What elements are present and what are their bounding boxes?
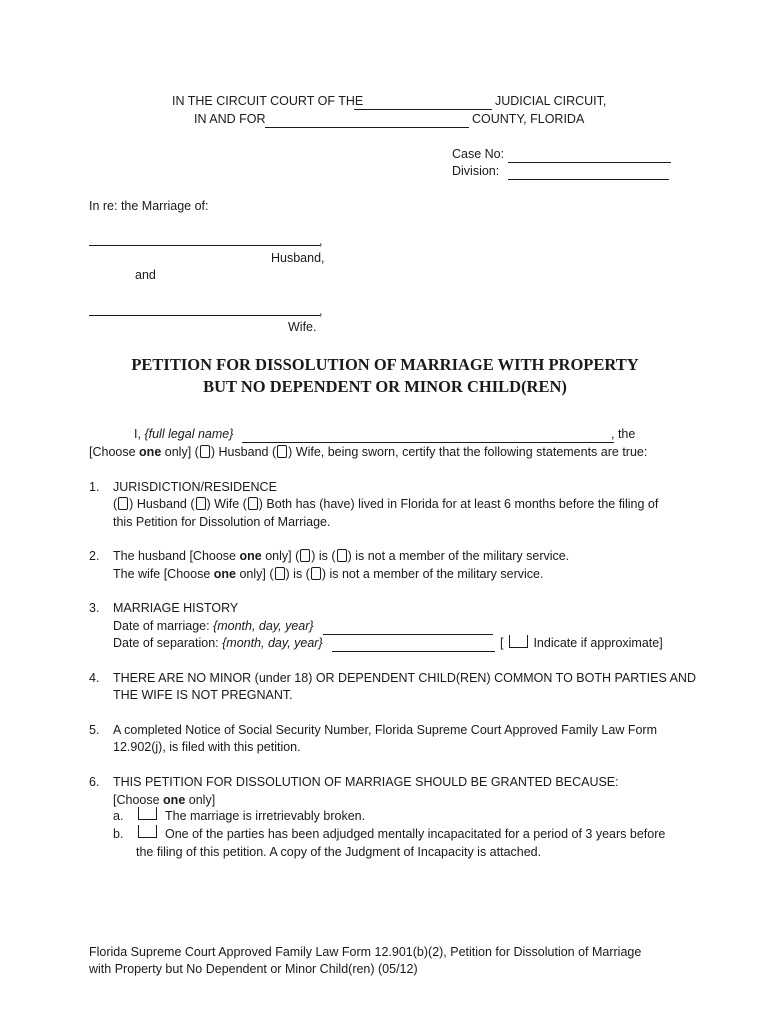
intro-i-prefix: I, — [134, 427, 141, 441]
approximate-open-bracket: [ — [500, 636, 504, 650]
item-1-number: 1. — [89, 480, 100, 494]
petition-title-line2: BUT NO DEPENDENT OR MINOR CHILD(REN) — [203, 377, 567, 396]
wife-military-not-label: is not a member of the military service. — [329, 567, 544, 581]
item-4-number: 4. — [89, 671, 100, 685]
item-6a-checkbox-wrap — [136, 807, 159, 824]
husband-military-is-checkbox[interactable] — [300, 549, 310, 562]
irretrievably-broken-checkbox[interactable] — [138, 807, 157, 820]
date-of-separation-label — [113, 635, 323, 652]
item-5-number: 5. — [89, 723, 100, 737]
item-2-number: 2. — [89, 549, 100, 563]
date-of-marriage-label — [113, 618, 314, 635]
item-4-line1: THERE ARE NO MINOR (under 18) OR DEPENDENT CHILD(REN) COMMON TO BOTH PARTIES AND — [113, 671, 696, 685]
approximate-label: Indicate if approximate] — [533, 636, 663, 650]
husband-military-one: one — [239, 549, 262, 563]
petitioner-husband-checkbox[interactable] — [200, 445, 210, 458]
item-1-continuation: this Petition for Dissolution of Marriage. — [113, 515, 331, 529]
residence-both-checkbox[interactable] — [248, 497, 258, 510]
residence-both-text: Both has (have) lived in Florida for at least 6 months before the filing of — [266, 497, 659, 511]
item-6b-checkbox-wrap — [136, 825, 159, 842]
intro-line2: [Choose one only] ( ) Husband ( ) Wife, being sworn, certify that the following statements are true: — [89, 445, 648, 459]
and-label: and — [135, 268, 156, 282]
item-5-line2: 12.902(j), is filed with this petition. — [113, 740, 301, 754]
husband-military-prefix: The husband [Choose — [113, 549, 237, 563]
full-legal-name-hint: {full legal name} — [144, 427, 234, 441]
full-legal-name-field[interactable] — [242, 427, 614, 443]
item-3-number: 3. — [89, 601, 100, 615]
husband-military-not-label: is not a member of the military service. — [355, 549, 570, 563]
item-6b-label: b. — [113, 827, 124, 841]
husband-comma: , — [319, 234, 323, 248]
header-county-label: COUNTY, FLORIDA — [472, 112, 585, 126]
header-judicial-circuit-label: JUDICIAL CIRCUIT, — [495, 94, 607, 108]
division-field[interactable] — [508, 164, 669, 180]
item-6a-text: The marriage is irretrievably broken. — [165, 809, 366, 823]
item-2-wife-military-line: The wife [Choose one only] ( ) is ( ) is not a member of the military service. — [113, 567, 544, 581]
item-6-choose-line — [113, 792, 215, 809]
date-of-marriage-text: Date of marriage: — [113, 619, 210, 633]
mental-incapacity-checkbox[interactable] — [138, 825, 157, 838]
item-1-residence-line: ( ) Husband ( ) Wife ( ) Both has (have) lived in Florida for at least 6 months before the filing of — [113, 497, 659, 511]
judicial-circuit-field[interactable] — [354, 94, 492, 110]
wife-military-is-label: is — [293, 567, 303, 581]
petitioner-wife-certify-text: Wife, being sworn, certify that the following statements are true: — [295, 445, 648, 459]
case-no-field[interactable] — [508, 147, 671, 163]
husband-label: Husband, — [271, 251, 325, 265]
date-of-marriage-hint: {month, day, year} — [213, 619, 314, 633]
husband-military-not-checkbox[interactable] — [337, 549, 347, 562]
wife-name-field[interactable] — [89, 300, 320, 316]
footer-line1: Florida Supreme Court Approved Family Law Form 12.901(b)(2), Petition for Dissolution of Marriage — [89, 945, 642, 959]
wife-military-one: one — [213, 567, 236, 581]
wife-label: Wife. — [288, 320, 317, 334]
residence-wife-label: Wife — [214, 497, 240, 511]
item-2-husband-military-line: The husband [Choose one only] ( ) is ( ) is not a member of the military service. — [113, 549, 570, 563]
item-6-line1: THIS PETITION FOR DISSOLUTION OF MARRIAGE SHOULD BE GRANTED BECAUSE: — [113, 775, 619, 789]
husband-military-is-label: is — [318, 549, 328, 563]
wife-military-not-checkbox[interactable] — [311, 567, 321, 580]
residence-husband-label: Husband — [136, 497, 187, 511]
husband-name-field[interactable] — [89, 230, 320, 246]
choose-prefix: [Choose — [89, 445, 136, 459]
choose-one-bold: one — [139, 445, 162, 459]
item-6-choose-only: only] — [188, 793, 216, 807]
item-3-heading: MARRIAGE HISTORY — [113, 601, 239, 615]
item-6-number: 6. — [89, 775, 100, 789]
approximate-indicator — [500, 635, 663, 652]
approximate-checkbox[interactable] — [509, 635, 528, 648]
date-of-marriage-field[interactable] — [323, 619, 493, 635]
petitioner-husband-label: Husband — [218, 445, 269, 459]
husband-military-only: only] — [265, 549, 292, 563]
in-re-label: In re: the Marriage of: — [89, 199, 209, 213]
header-in-and-for-label: IN AND FOR — [194, 112, 266, 126]
wife-comma: , — [319, 304, 323, 318]
item-6b-continuation: the filing of this petition. A copy of the Judgment of Incapacity is attached. — [136, 845, 542, 859]
date-of-separation-text: Date of separation: — [113, 636, 219, 650]
residence-wife-checkbox[interactable] — [196, 497, 206, 510]
petitioner-wife-checkbox[interactable] — [277, 445, 287, 458]
item-6b-text: One of the parties has been adjudged mentally incapacitated for a period of 3 years before — [165, 827, 666, 841]
item-6-choose-prefix: [Choose — [113, 793, 160, 807]
wife-military-is-checkbox[interactable] — [275, 567, 285, 580]
petition-title-line1: PETITION FOR DISSOLUTION OF MARRIAGE WITH PROPERTY — [131, 355, 639, 374]
case-no-label: Case No: — [452, 147, 505, 161]
item-4-line2: THE WIFE IS NOT PREGNANT. — [113, 688, 293, 702]
residence-husband-checkbox[interactable] — [118, 497, 128, 510]
item-6a-label: a. — [113, 809, 124, 823]
item-5-line1: A completed Notice of Social Security Number, Florida Supreme Court Approved Family Law Form — [113, 723, 657, 737]
footer-line2: with Property but No Dependent or Minor Child(ren) (05/12) — [89, 962, 418, 976]
wife-military-only: only] — [239, 567, 266, 581]
wife-military-prefix: The wife [Choose — [113, 567, 211, 581]
intro-line1 — [134, 426, 233, 443]
choose-only: only] — [164, 445, 192, 459]
date-of-separation-field[interactable] — [332, 636, 495, 652]
item-6-choose-one: one — [163, 793, 186, 807]
intro-the-suffix: , the — [611, 427, 636, 441]
item-1-heading: JURISDICTION/RESIDENCE — [113, 480, 277, 494]
division-label: Division: — [452, 164, 500, 178]
header-circuit-court-label: IN THE CIRCUIT COURT OF THE — [172, 94, 364, 108]
county-field[interactable] — [265, 112, 469, 128]
date-of-separation-hint: {month, day, year} — [222, 636, 323, 650]
